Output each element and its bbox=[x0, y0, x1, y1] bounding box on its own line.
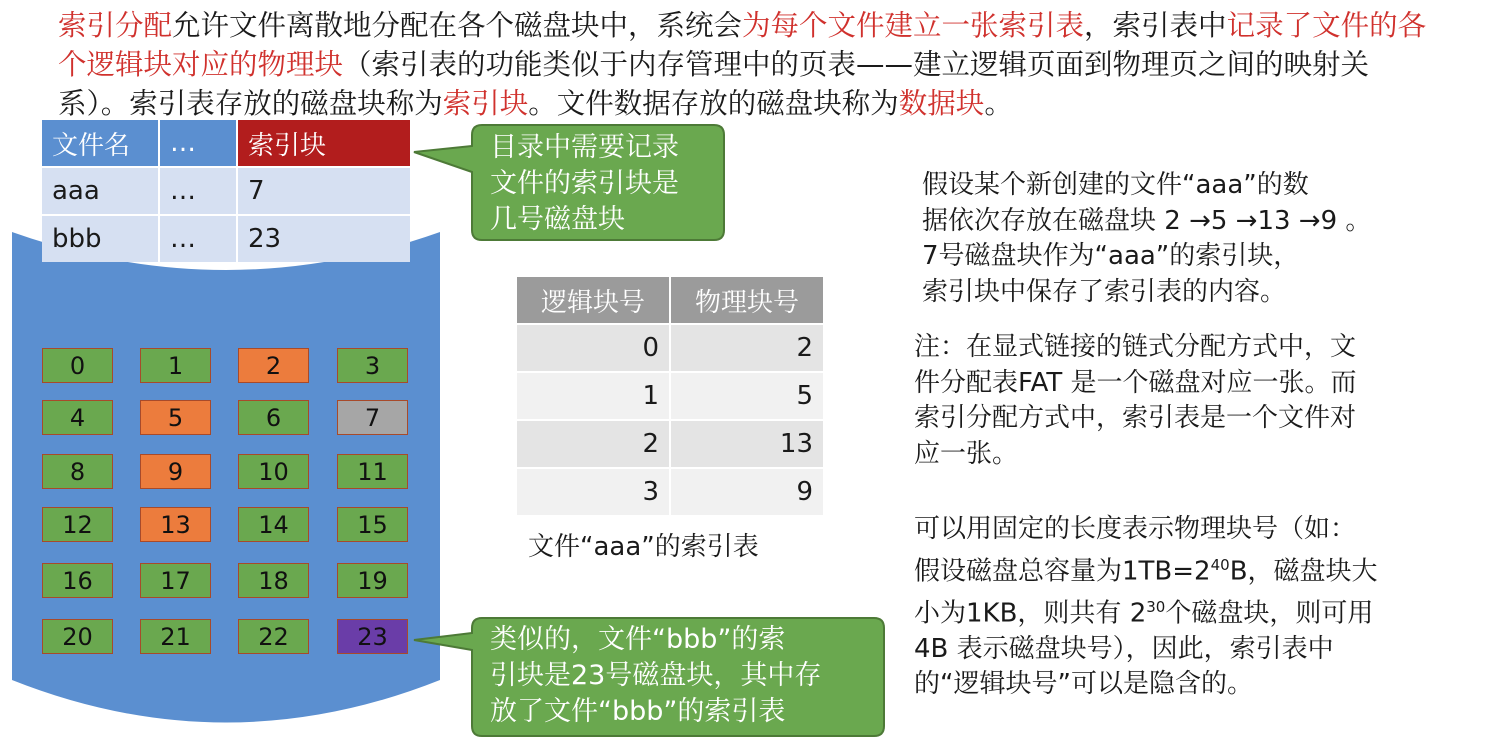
disk-block: 15 bbox=[337, 507, 408, 542]
idx-cell-logical: 3 bbox=[517, 469, 669, 515]
dir-header-filename: 文件名 bbox=[42, 120, 158, 166]
table-row bbox=[517, 421, 823, 467]
callout-bottom-line: 引块是23号磁盘块，其中存 bbox=[490, 660, 822, 691]
dir-header-ellipsis: … bbox=[160, 120, 236, 166]
intro-text-5: 。 bbox=[984, 87, 1013, 120]
disk-block: 1 bbox=[140, 348, 211, 383]
disk-block: 10 bbox=[238, 454, 309, 489]
dir-cell-filename: aaa bbox=[42, 168, 158, 214]
idx-cell-logical: 1 bbox=[517, 373, 669, 419]
disk-block: 5 bbox=[140, 400, 211, 435]
term-index-block: 索引块 bbox=[442, 87, 529, 120]
dir-cell-ellipsis: … bbox=[160, 216, 236, 262]
intro-text-2: ，索引表中 bbox=[1084, 9, 1227, 42]
idx-cell-physical: 9 bbox=[671, 469, 823, 515]
disk-block: 21 bbox=[140, 619, 211, 654]
text-line: 索引块中保存了索引表的内容。 bbox=[922, 276, 1287, 307]
text-line: 索引分配方式中，索引表是一个文件对 bbox=[914, 403, 1357, 433]
intro-text-3: （索引表的功能类似于内存管理中的页表——建立逻辑页面到物理页之间的映射关系）。索引表存放的磁盘块称为 bbox=[58, 48, 1370, 120]
text-line: 的“逻辑块号”可以是隐含的。 bbox=[914, 669, 1253, 700]
text-line: 假设某个新创建的文件“aaa”的数 bbox=[922, 170, 1309, 200]
right-paragraph-1 bbox=[922, 168, 1371, 310]
disk-block: 11 bbox=[337, 454, 408, 489]
text-span: 个磁盘块，则可用 bbox=[1165, 598, 1374, 629]
disk-block: 23 bbox=[337, 619, 408, 654]
exponent: 40 bbox=[1210, 555, 1230, 574]
idx-cell-physical: 13 bbox=[671, 421, 823, 467]
disk-block: 7 bbox=[337, 400, 408, 435]
idx-header-logical: 逻辑块号 bbox=[517, 277, 669, 323]
text-span: 假设磁盘总容量为1TB=2 bbox=[914, 556, 1211, 587]
callout-top-line: 文件的索引块是 bbox=[490, 168, 679, 199]
directory-table bbox=[40, 118, 412, 264]
directory-header-row bbox=[42, 120, 410, 166]
term-mapping: 记录了文件的各个逻辑块对应的物理块 bbox=[58, 9, 1427, 81]
idx-cell-physical: 2 bbox=[671, 325, 823, 371]
idx-header-physical: 物理块号 bbox=[671, 277, 823, 323]
dir-cell-ellipsis: … bbox=[160, 168, 236, 214]
callout-top-line: 目录中需要记录 bbox=[490, 132, 679, 163]
exponent: 30 bbox=[1146, 597, 1166, 616]
text-line bbox=[914, 548, 1378, 590]
disk-block: 17 bbox=[140, 563, 211, 598]
term-index-table: 为每个文件建立一张索引表 bbox=[742, 9, 1085, 42]
table-row bbox=[42, 216, 410, 262]
index-table-caption: 文件“aaa”的索引表 bbox=[528, 532, 759, 562]
text-line bbox=[914, 590, 1378, 632]
text-line: 7号磁盘块作为“aaa”的索引块， bbox=[922, 241, 1300, 271]
right-paragraph-2 bbox=[914, 330, 1356, 472]
idx-cell-logical: 0 bbox=[517, 325, 669, 371]
text-line: 可以用固定的长度表示物理块号（如： bbox=[914, 514, 1357, 544]
callout-top-line: 几号磁盘块 bbox=[490, 204, 625, 235]
disk-block: 3 bbox=[337, 348, 408, 383]
disk-block: 2 bbox=[238, 348, 309, 383]
disk-block: 6 bbox=[238, 400, 309, 435]
text-line: 4B 表示磁盘块号），因此，索引表中 bbox=[914, 633, 1334, 664]
term-data-block: 数据块 bbox=[898, 87, 985, 120]
text-line: 件分配表FAT 是一个磁盘对应一张。而 bbox=[914, 367, 1357, 398]
callout-bottom-line: 类似的，文件“bbb”的索 bbox=[490, 624, 786, 655]
table-row bbox=[517, 373, 823, 419]
callout-top bbox=[490, 130, 679, 238]
text-line: 应一张。 bbox=[914, 438, 1019, 469]
disk-block: 20 bbox=[42, 619, 113, 654]
table-row bbox=[517, 469, 823, 515]
idx-cell-logical: 2 bbox=[517, 421, 669, 467]
dir-cell-filename: bbb bbox=[42, 216, 158, 262]
disk-block: 13 bbox=[140, 507, 211, 542]
table-row bbox=[517, 325, 823, 371]
callout-bottom bbox=[490, 622, 821, 730]
intro-text-1: 允许文件离散地分配在各个磁盘块中，系统会 bbox=[172, 9, 743, 42]
index-header-row bbox=[517, 277, 823, 323]
disk-block: 16 bbox=[42, 563, 113, 598]
intro-text-4: 。文件数据存放的磁盘块称为 bbox=[528, 87, 899, 120]
dir-cell-index-block: 7 bbox=[238, 168, 410, 214]
dir-cell-index-block: 23 bbox=[238, 216, 410, 262]
disk-block: 14 bbox=[238, 507, 309, 542]
disk-block: 4 bbox=[42, 400, 113, 435]
right-paragraph-3 bbox=[914, 512, 1378, 703]
text-span: B，磁盘块大 bbox=[1229, 556, 1378, 587]
term-index-allocation: 索引分配 bbox=[58, 9, 173, 42]
disk-block: 9 bbox=[140, 454, 211, 489]
disk-block: 0 bbox=[42, 348, 113, 383]
table-row bbox=[42, 168, 410, 214]
callout-bottom-line: 放了文件“bbb”的索引表 bbox=[490, 696, 786, 727]
dir-header-index-block: 索引块 bbox=[238, 120, 410, 166]
disk-block: 18 bbox=[238, 563, 309, 598]
idx-cell-physical: 5 bbox=[671, 373, 823, 419]
text-span: 小为1KB，则共有 2 bbox=[914, 598, 1147, 629]
disk-block: 19 bbox=[337, 563, 408, 598]
text-line: 注：在显式链接的链式分配方式中，文 bbox=[914, 332, 1357, 362]
disk-block: 12 bbox=[42, 507, 113, 542]
index-table bbox=[515, 275, 825, 517]
disk-block: 8 bbox=[42, 454, 113, 489]
text-line: 据依次存放在磁盘块 2 →5 →13 →9 。 bbox=[922, 205, 1372, 236]
disk-block: 22 bbox=[238, 619, 309, 654]
